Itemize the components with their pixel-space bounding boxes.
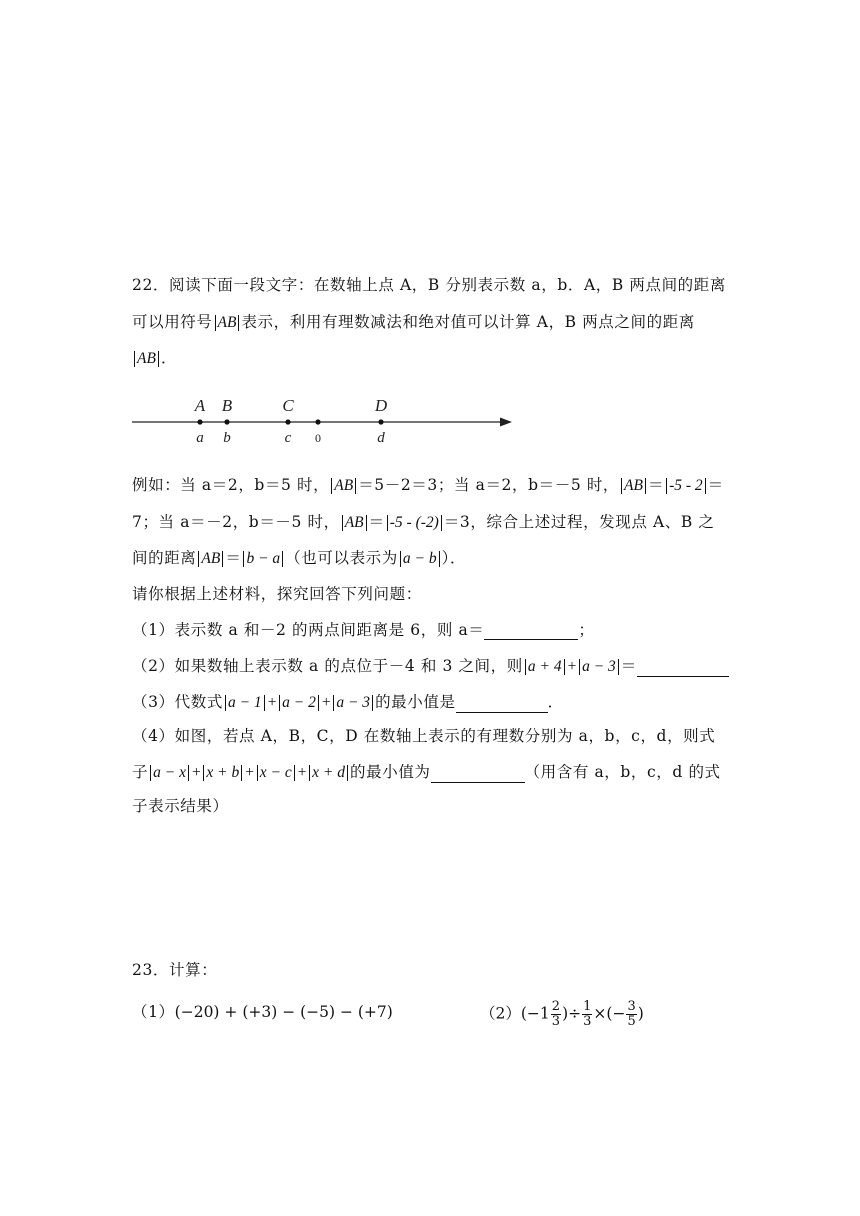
abs-expr: a − b <box>400 551 440 567</box>
point-label: B <box>221 396 233 415</box>
q22-part-4-line-2 <box>132 762 721 783</box>
text: ＝5－2＝3；当 a＝2，b＝－5 时， <box>358 476 620 494</box>
divide-sign: ÷ <box>568 1004 582 1023</box>
text: （3）代数式 <box>132 693 223 711</box>
abs-expr: b − a <box>243 551 283 567</box>
abs-ab: AB <box>198 551 223 567</box>
fraction <box>582 1000 592 1029</box>
q23-title: 23．计算： <box>132 961 218 979</box>
point-marker <box>224 419 229 424</box>
text: （1） <box>132 1003 175 1021</box>
q22-part-3 <box>132 692 564 713</box>
q22-example-line-1 <box>132 475 724 495</box>
text: （用含有 a，b，c，d 的式 <box>524 763 721 781</box>
text: 表示，利用有理数减法和绝对值可以计算 A，B 两点之间的距离 <box>241 313 695 331</box>
axis-arrow <box>500 418 512 427</box>
q23-part-2 <box>480 1000 644 1029</box>
abs-ab: AB <box>621 478 646 494</box>
q22-example-line-2 <box>132 512 715 532</box>
numerator: 2 <box>551 999 561 1014</box>
abs-expr: a + 4 <box>525 659 565 675</box>
text: ＝ <box>620 657 637 675</box>
math-expr: ) <box>562 1004 569 1023</box>
text: （也可以表示为 <box>285 549 398 567</box>
q22-line-3 <box>132 348 177 368</box>
point-value-label: d <box>377 430 385 446</box>
text: 的最小值是 <box>375 693 456 711</box>
abs-ab: AB <box>134 351 159 367</box>
math-expr: ) <box>637 1004 644 1023</box>
text: 例如：当 a＝2，b＝5 时， <box>132 476 330 494</box>
fraction <box>626 1000 636 1029</box>
q22-example-line-3 <box>132 548 466 568</box>
abs-expr: x − c <box>257 765 295 781</box>
plus: + <box>320 694 332 711</box>
point-value-label: 0 <box>315 431 321 445</box>
point-value-label: b <box>223 430 231 446</box>
math-expr: ×(− <box>593 1004 626 1023</box>
q22-line-1: 22．阅读下面一段文字：在数轴上点 A，B 分别表示数 a，b．A，B 两点间的距离 <box>132 276 726 294</box>
text: （2） <box>480 1004 521 1023</box>
answer-blank-2[interactable] <box>637 660 729 677</box>
denominator: 3 <box>583 1014 592 1029</box>
abs-ab: AB <box>342 515 367 531</box>
numerator: 1 <box>583 999 592 1014</box>
denominator: 3 <box>551 1014 561 1029</box>
text: ． <box>547 693 564 711</box>
plus: + <box>566 658 578 675</box>
abs-ab: AB <box>331 478 356 494</box>
text: 的最小值为 <box>350 763 431 781</box>
text: （1）表示数 a 和－2 的两点间距离是 6，则 a＝ <box>132 621 485 639</box>
text: ． <box>160 349 178 367</box>
math-expr: (−20) + (+3) − (−5) − (+7) <box>174 1003 393 1021</box>
abs-expr: -5 - 2 <box>666 478 706 494</box>
point-marker <box>315 419 320 424</box>
text: ； <box>578 621 595 639</box>
plus: + <box>244 764 255 781</box>
q22-part-1 <box>132 620 595 640</box>
text: ＝3，综合上述过程，发现点 A、B 之 <box>443 513 715 531</box>
text: 子 <box>132 763 149 781</box>
answer-blank-3[interactable] <box>456 696 548 713</box>
point-marker <box>285 419 290 424</box>
answer-blank-4[interactable] <box>431 766 525 783</box>
text: ＝ <box>225 549 242 567</box>
point-marker <box>197 419 202 424</box>
abs-expr: a − 3 <box>579 659 619 675</box>
text: （2）如果数轴上表示数 a 的点位于－4 和 3 之间，则 <box>132 657 523 675</box>
q22-part-4-line-1: （4）如图，若点 A，B，C，D 在数轴上表示的有理数分别为 a，b，c，d，则式 <box>132 727 716 745</box>
abs-expr: -5 - (-2) <box>387 515 442 531</box>
denominator: 5 <box>627 1014 636 1029</box>
q23-part-1 <box>132 1002 393 1022</box>
abs-expr: x + d <box>309 765 348 781</box>
q22-part-4-line-3: 子表示结果） <box>132 797 229 815</box>
q22-line-2 <box>132 312 695 332</box>
text: 间的距离 <box>132 549 197 567</box>
text: ＝ <box>707 476 724 494</box>
abs-expr: a − x <box>150 765 189 781</box>
answer-blank-1[interactable] <box>484 623 578 640</box>
abs-ab: AB <box>215 315 240 331</box>
fraction <box>551 1000 561 1029</box>
plus: + <box>266 694 278 711</box>
point-label: A <box>194 396 206 415</box>
plus: + <box>190 764 202 781</box>
q22-prompt: 请你根据上述材料，探究回答下列问题： <box>132 585 422 603</box>
text: ＝ <box>368 513 385 531</box>
abs-expr: a − 3 <box>333 695 373 711</box>
abs-expr: x + b <box>203 765 242 781</box>
text: ）． <box>441 549 467 567</box>
point-marker <box>378 419 383 424</box>
abs-expr: a − 2 <box>279 695 319 711</box>
text: 7；当 a＝－2，b＝－5 时， <box>132 513 340 531</box>
point-label: C <box>282 396 294 415</box>
number-line-figure <box>130 392 520 452</box>
point-label: D <box>374 396 388 415</box>
math-expr: (−1 <box>520 1004 550 1023</box>
q22-part-2 <box>132 656 729 677</box>
abs-expr: a − 1 <box>225 695 265 711</box>
point-value-label: a <box>196 430 204 446</box>
numerator: 3 <box>627 999 636 1014</box>
point-value-label: c <box>284 430 292 446</box>
plus: + <box>296 764 308 781</box>
text: 可以用符号 <box>132 313 213 331</box>
text: ＝ <box>647 476 665 494</box>
